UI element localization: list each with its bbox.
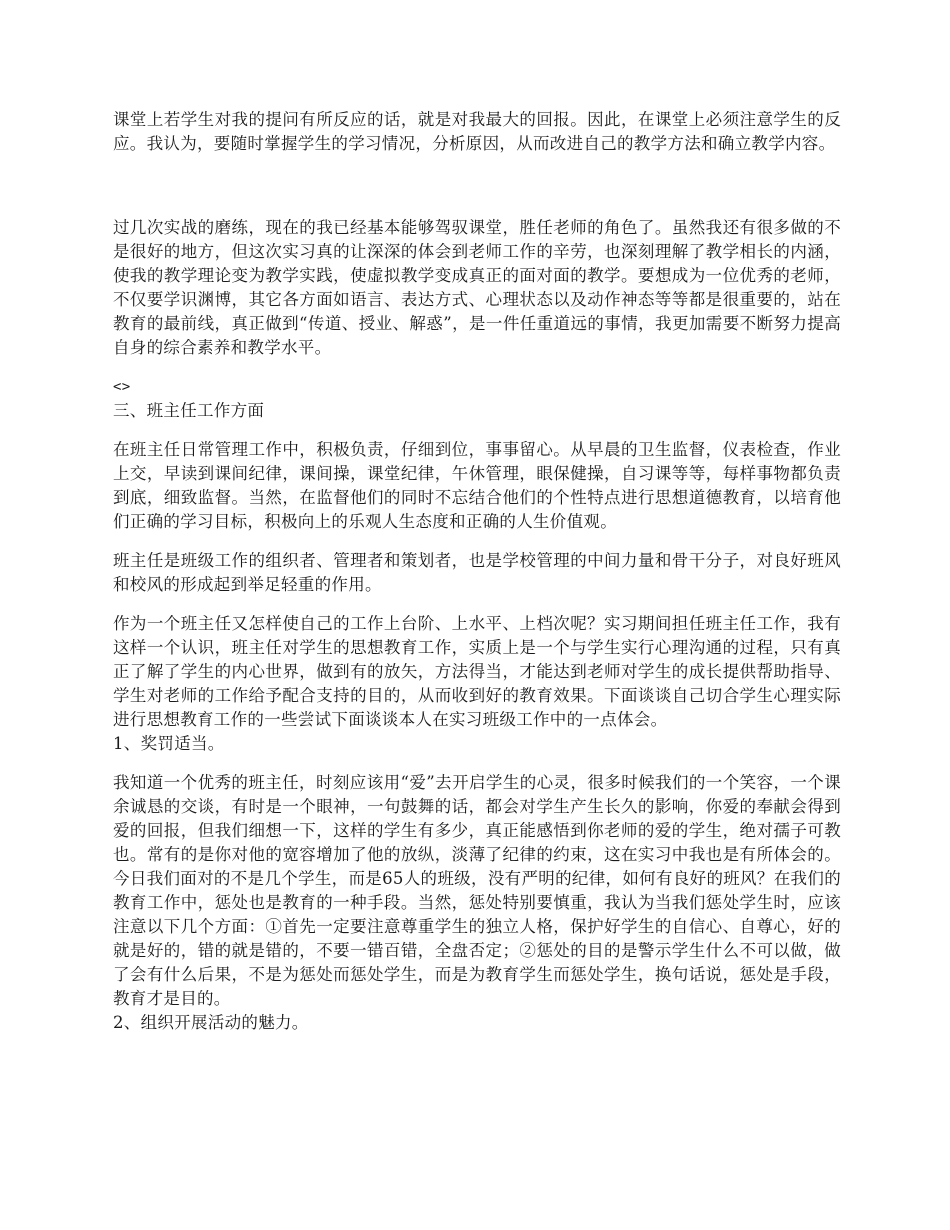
paragraph-classroom-feedback: 课堂上若学生对我的提问有所反应的话，就是对我最大的回报。因此，在课堂上必须注意学生的反应。我认为，要随时掌握学生的学习情况，分析原因，从而改进自己的教学方法和确立教学内容。 — [113, 110, 841, 153]
paragraph-rewards-punishment: 我知道一个优秀的班主任，时刻应该用“爱”去开启学生的心灵，很多时候我们的一个笑容，一个课余诚恳的交谈，有时是一个眼神，一句鼓舞的话，都会对学生产生长久的影响，你爱的奉献会得到爱的回报，但我们细想一下，这样的学生有多少，真正能感悟到你老师的爱的学生，绝对孺子可教也。常有的是你对他的宽容增加了他的放纵，淡薄了纪律的约束，这在实习中我也是有所体会的。今日我们面对的不是几个学生，而是65人的班级，没有严明的纪律，如何有良好的班风？在我们的教育工作中，惩处也是教育的一种手段。当然，惩处特别要慎重，我认为当我们惩处学生时，应该注意以下几个方面：①首先一定要注意尊重学生的独立人格，保护好学生的自信心、自尊心，好的就是好的，错的就是错的，不要一错百错，全盘否定；②惩处的目的是警示学生什么不可以做，做了会有什么后果，不是为惩处而惩处学生，而是为教育学生而惩处学生，换句话说，惩处是手段，教育才是目的。 — [113, 773, 841, 1008]
paragraph-psychological-communication: 作为一个班主任又怎样使自己的工作上台阶、上水平、上档次呢？实习期间担任班主任工作，我有这样一个认识，班主任对学生的思想教育工作，实质上是一个与学生实行心理沟通的过程，只有真正了解了学生的内心世界，做到有的放矢，方法得当，才能达到老师对学生的成长提供帮助指导、学生对老师的工作给予配合支持的目的，从而收到好的教育效果。下面谈谈自己切合学生心理实际进行思想教育工作的一些尝试下面谈谈本人在实习班级工作中的一点体会。 — [113, 614, 841, 729]
section-heading-class-teacher: 三、班主任工作方面 — [113, 401, 265, 420]
item-heading-activities: 2、组织开展活动的魅力。 — [113, 1013, 309, 1032]
paragraph-daily-management: 在班主任日常管理工作中，积极负责，仔细到位，事事留心。从早晨的卫生监督，仪表检查，作业上交，早读到课间纪律，课间操，课堂纪律，午休管理，眼保健操，自习课等等，每样事物都负责到底，细致监督。当然，在监督他们的同时不忘结合他们的个性特点进行思想道德教育，以培育他们正确的学习目标，积极向上的乐观人生态度和正确的人生价值观。 — [113, 440, 841, 531]
document-page — [113, 108, 841, 1035]
section-marker: <> — [113, 379, 131, 395]
paragraph-class-teacher-role: 班主任是班级工作的组织者、管理者和策划者，也是学校管理的中间力量和骨干分子，对良好班风和校风的形成起到举足轻重的作用。 — [113, 551, 841, 594]
item-heading-rewards-punishment: 1、奖罚适当。 — [113, 734, 225, 753]
paragraph-teaching-experience: 过几次实战的磨练，现在的我已经基本能够驾驭课堂，胜任老师的角色了。虽然我还有很多做的不是很好的地方，但这次实习真的让深深的体会到老师工作的辛劳，也深刻理解了教学相长的内涵，使我的教学理论变为教学实践，使虚拟教学变成真正的面对面的教学。要想成为一位优秀的老师，不仅要学识渊博，其它各方面如语言、表达方式、心理状态以及动作神态等等都是很重要的，站在教育的最前线，真正做到“传道、授业、解惑”，是一件任重道远的事情，我更加需要不断努力提高自身的综合素养和教学水平。 — [113, 218, 841, 357]
